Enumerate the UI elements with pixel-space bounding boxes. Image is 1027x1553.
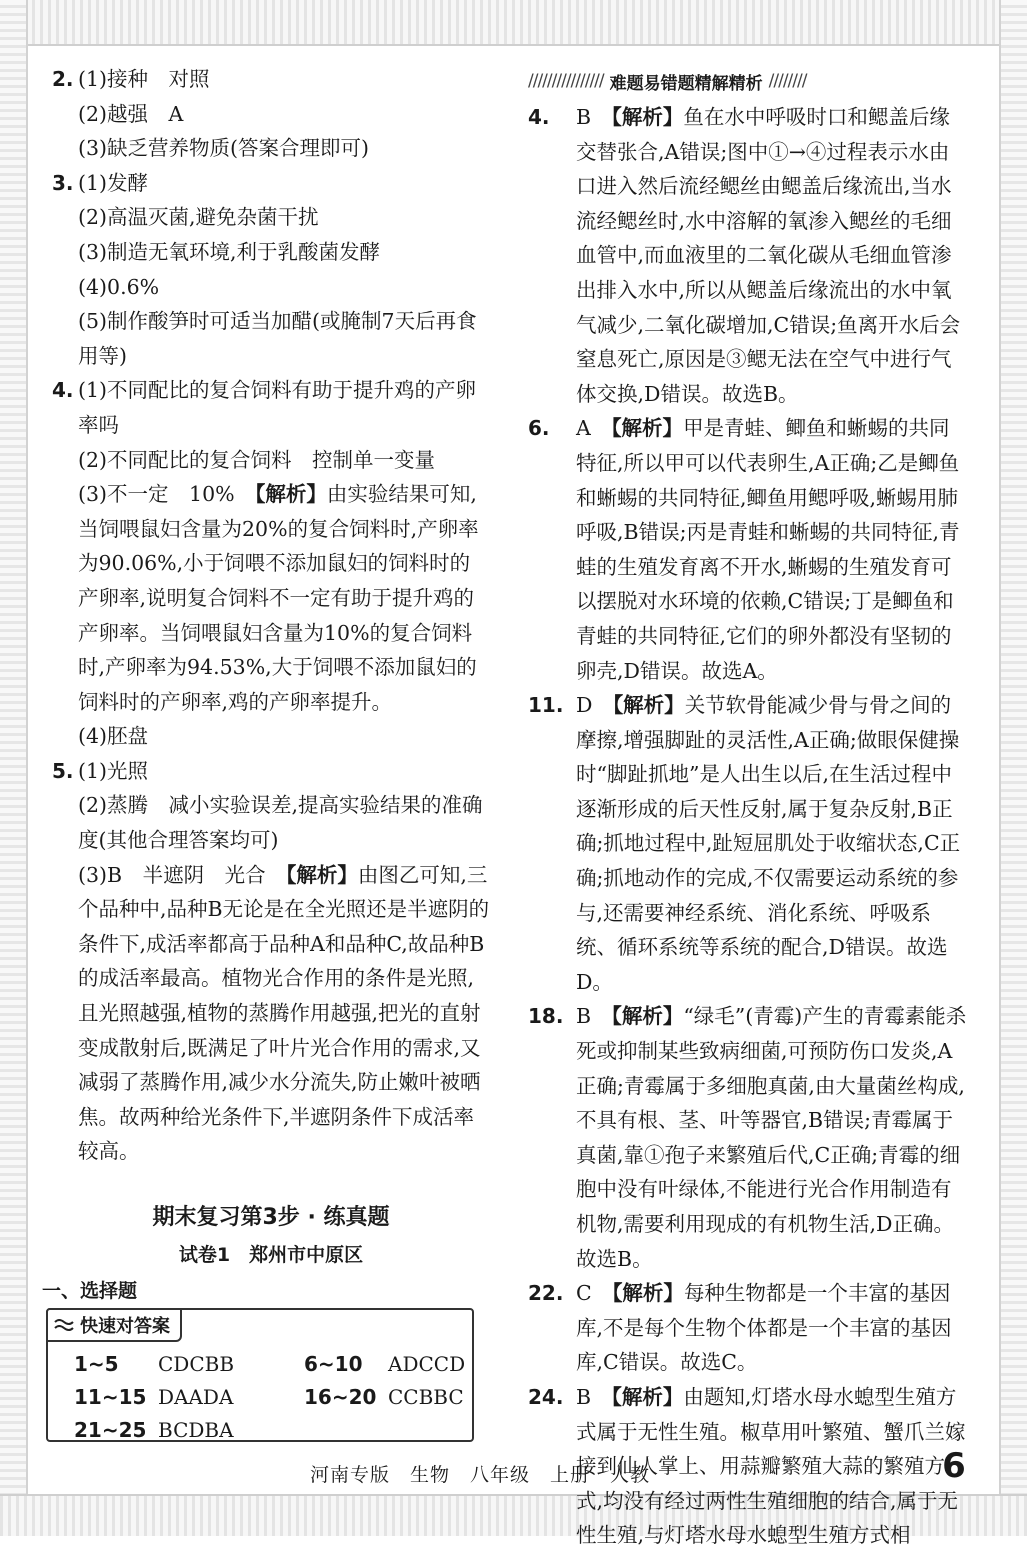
answer-paragraph [78, 858, 490, 1169]
question-number: 3. [52, 170, 74, 195]
analysis-item-4 [528, 100, 968, 411]
question-number: 2. [52, 67, 74, 91]
answer-text: (3)B 半遮阴 光合 [78, 862, 287, 887]
question-number: 5. [52, 758, 74, 783]
analysis-text: 由实验结果可知,当饲喂鼠妇含量为20%的复合饲料时,产卵率为90.06%,小于饲喂不添加鼠妇的饲料时的产卵率,说明复合饲料不一定有助于提升鸡的产卵率。当饲喂鼠妇含量为10%的复合饲料时,产卵率为94.53%,大于饲喂不添加鼠妇的饲料时的产卵率,鸡的产卵率提升。 [78, 482, 479, 714]
answer-line: (1)接种 对照 [78, 67, 210, 91]
quick-answer-tab [46, 1308, 182, 1342]
answer-range: 21~25 [74, 1418, 147, 1442]
answer-line: (2)越强 A [78, 101, 184, 126]
question-number: 18. [528, 1004, 564, 1029]
wave-icon [54, 1317, 74, 1333]
analysis-text: 甲是青蛙、鲫鱼和蜥蜴的共同特征,所以甲可以代表卵生,A正确;乙是鲫鱼和蜥蜴的共同特征,鲫鱼用鳃呼吸,蜥蜴用肺呼吸,B错误;丙是青蛙和蜥蜴的共同特征,青蛙的生殖发育离不开水,蜥蜴的生殖发育可以摆脱对水环境的依赖,C错误;丁是鲫鱼和青蛙的共同特征,它们的卵外都没有坚韧的卵壳,D错误。故选A。 [576, 416, 960, 683]
part-heading: 一、选择题 [42, 1280, 138, 1302]
analysis-item-18 [528, 999, 968, 1276]
answer-range: 11~15 [74, 1385, 147, 1409]
answer-row [74, 1348, 534, 1381]
analysis-tag: 【解析】 [612, 1281, 684, 1306]
analysis-tag: 【解析】 [612, 693, 685, 718]
quick-answer-box [46, 1308, 474, 1442]
answer-letters: ADCCD [388, 1352, 466, 1376]
analysis-tag: 【解析】 [611, 1384, 684, 1409]
answer-line: (1)光照 [78, 758, 149, 783]
answer-range: 6~10 [304, 1352, 363, 1376]
answer-paragraph [78, 477, 490, 719]
analysis-tag: 【解析】 [611, 416, 684, 441]
analysis-text: “绿毛”(青霉)产生的青霉素能杀死或抑制某些致病细菌,可预防伤口发炎,A正确;青霉属于多细胞真菌,由大量菌丝构成,不具有根、茎、叶等器官,B错误;青霉属于真菌,靠①孢子来繁殖后代,C正确;青霉的细胞中没有叶绿体,不能进行光合作用制造有机物,需要利用现成的有机物生活,D正确。故选B。 [576, 1004, 967, 1271]
answer-range: 1~5 [74, 1352, 119, 1376]
answer-letters: BCDBA [158, 1418, 234, 1442]
analysis-text: 鱼在水中呼吸时口和鳃盖后缘交替张合,A错误;图中①→④过程表示水由口进入然后流经鳃丝由鳃盖后缘流出,当水流经鳃丝时,水中溶解的氧渗入鳃丝的毛细血管中,而血液里的二氧化碳从毛细血管渗出排入水中,所以从鳃盖后缘流出的水中氧气减少,二氧化碳增加,C错误;鱼离开水后会窒息死亡,原因是③鳃无法在空气中进行气体交换,D错误。故选B。 [576, 105, 961, 406]
quick-answer-title: 快速对答案 [80, 1316, 170, 1337]
analysis-text: 每种生物都是一个丰富的基因库,不是每个生物个体都是一个丰富的基因库,C错误。故选C。 [576, 1281, 952, 1375]
answer-row [74, 1381, 534, 1414]
question-5 [52, 754, 490, 1169]
answer-line: (3)缺乏营养物质(答案合理即可) [78, 136, 370, 161]
answer-letters: CCBBC [388, 1385, 464, 1409]
question-number: 24. [528, 1384, 564, 1409]
question-number: 4. [52, 378, 74, 403]
page-footer: 河南专版 生物 八年级 上册 人教 [310, 1464, 651, 1486]
answer-letters: CDCBB [158, 1352, 235, 1376]
left-column [52, 62, 490, 1169]
answer-line: (4)胚盘 [78, 724, 149, 749]
question-number: 11. [528, 693, 564, 718]
answer-letter: A [576, 416, 591, 441]
banner-decoration: //////// [768, 71, 807, 91]
banner-title: 难题易错题精解精析 [609, 73, 763, 94]
question-3 [52, 166, 490, 374]
answer-line: (4)0.6% [78, 274, 160, 299]
analysis-item-22 [528, 1276, 968, 1380]
answer-line: (2)不同配比的复合饲料 控制单一变量 [78, 447, 436, 472]
section-title: 期末复习第3步 · 练真题 [152, 1205, 390, 1230]
answer-line: (2)蒸腾 减小实验误差,提高实验结果的准确度(其他合理答案均可) [78, 793, 483, 853]
paper-title: 试卷1 郑州市中原区 [178, 1244, 364, 1266]
answer-letter: D [576, 693, 593, 718]
analysis-text: 由题知,灯塔水母水螅型生殖方式属于无性生殖。椒草用叶繁殖、蟹爪兰嫁接到仙人掌上、用蒜瓣繁殖大蒜的繁殖方式,均没有经过两性生殖细胞的结合,属于无性生殖,与灯塔水母水螅型生殖方式相 [576, 1384, 966, 1548]
answer-range: 16~20 [304, 1385, 377, 1409]
analysis-item-11 [528, 688, 968, 999]
page-number: 6 [942, 1446, 966, 1486]
page-border-top [0, 0, 1027, 46]
answer-row [74, 1414, 534, 1447]
answer-letter: B [576, 105, 592, 129]
analysis-text: 由图乙可知,三个品种中,品种B无论是在全光照还是半遮阴的条件下,成活率都高于品种A和品种C,故品种B的成活率最高。植物光合作用的条件是光照,且光照越强,植物的蒸腾作用越强,把光的直射变成散射后,既满足了叶片光合作用的需求,又减弱了蒸腾作用,减少水分流失,防止嫩叶被晒焦。故两种给光条件下,半遮阴条件下成活率较高。 [78, 862, 490, 1164]
answer-line: (3)制造无氧环境,利于乳酸菌发酵 [78, 239, 381, 264]
analysis-tag: 【解析】 [611, 105, 684, 129]
question-number: 6. [528, 416, 550, 441]
answer-line: (5)制作酸笋时可适当加醋(或腌制7天后再食用等) [78, 309, 477, 368]
question-4 [52, 373, 490, 754]
answer-line: (1)不同配比的复合饲料有助于提升鸡的产卵率吗 [78, 378, 477, 437]
analysis-text: 关节软骨能减少骨与骨之间的摩擦,增强脚趾的灵活性,A正确;做眼保健操时“脚趾抓地”是人出生以后,在生活过程中逐渐形成的后天性反射,属于复杂反射,B正确;抓地过程中,趾短屈肌处于收缩状态,C正确;抓地动作的完成,不仅需要运动系统的参与,还需要神经系统、消化系统、呼吸系统、循环系统等系统的配合,D错误。故选D。 [576, 693, 961, 994]
page-border-right [999, 0, 1027, 1536]
answer-letter: B [576, 1004, 592, 1029]
question-2 [52, 62, 490, 166]
analysis-tag: 【解析】 [255, 482, 327, 507]
right-column [528, 100, 968, 1553]
banner-decoration: //////////////// [528, 71, 604, 91]
analysis-banner [528, 68, 968, 94]
answer-grid [74, 1348, 534, 1447]
answer-letter: C [576, 1281, 592, 1306]
analysis-tag: 【解析】 [286, 862, 358, 887]
analysis-tag: 【解析】 [611, 1004, 684, 1029]
analysis-item-6 [528, 411, 968, 688]
page-border-left [0, 0, 28, 1536]
question-number: 4. [528, 105, 550, 129]
answer-letter: B [576, 1384, 592, 1409]
answer-letters: DAADA [158, 1385, 234, 1409]
answer-text: (3)不一定 10% [78, 482, 256, 507]
question-number: 22. [528, 1281, 564, 1306]
answer-line: (2)高温灭菌,避免杂菌干扰 [78, 205, 319, 230]
answer-line: (1)发酵 [78, 170, 149, 195]
